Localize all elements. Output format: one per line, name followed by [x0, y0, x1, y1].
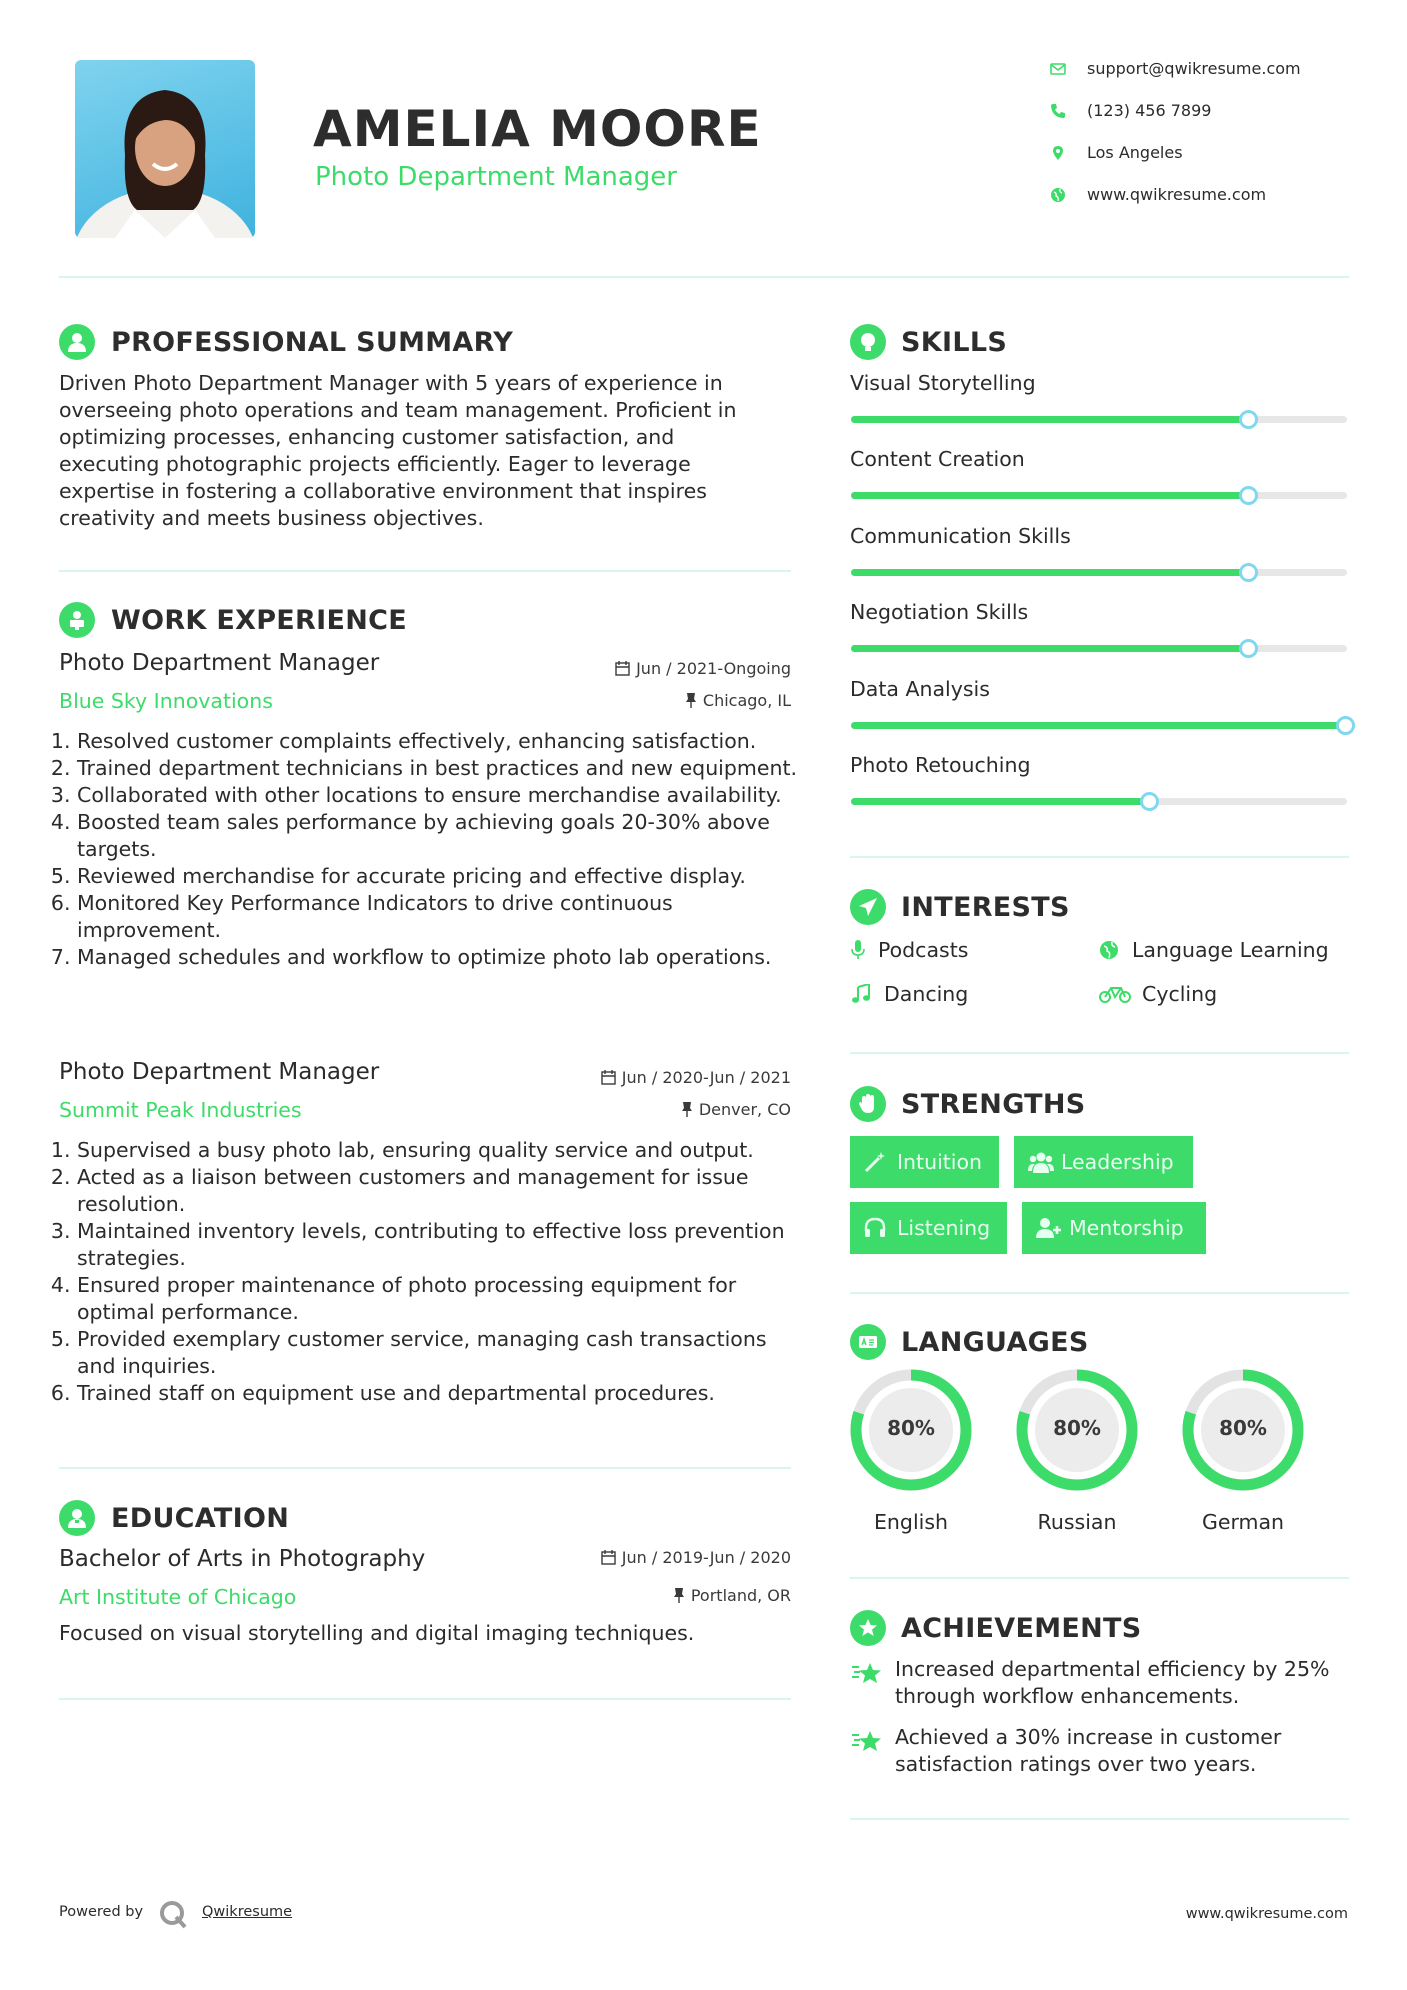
list-item: 6. Trained staff on equipment use and departmental procedures. — [77, 1380, 799, 1407]
award-icon — [850, 1610, 886, 1646]
language-name: English — [873, 1510, 949, 1534]
interest-label: Language Learning — [1132, 938, 1329, 962]
calendar-icon — [601, 1070, 616, 1085]
skill-bar — [851, 645, 1347, 652]
achievement-item — [895, 1656, 1355, 1710]
degree: Bachelor of Arts in Photography — [59, 1546, 426, 1572]
list-item: 7. Managed schedules and workflow to optimize photo lab operations. — [77, 944, 799, 971]
skill-bar — [851, 416, 1347, 423]
language-percent: 80% — [1219, 1416, 1267, 1440]
skill-level-knob — [1140, 792, 1159, 811]
education-title: EDUCATION — [111, 1503, 290, 1534]
achievement-line: satisfaction ratings over two years. — [895, 1752, 1257, 1776]
strength-label: Intuition — [897, 1150, 983, 1174]
list-item: 2. Trained department technicians in best practices and new equipment. — [77, 755, 799, 782]
list-item: 1. Supervised a busy photo lab, ensuring quality service and output. — [77, 1137, 799, 1164]
skill-bar-fill — [851, 722, 1347, 729]
list-item: 4. Boosted team sales performance by achieving goals 20-30% above targets. — [77, 809, 799, 863]
list-item: 1. Resolved customer complaints effectively, enhancing satisfaction. — [77, 728, 799, 755]
list-item: 6. Monitored Key Performance Indicators to drive continuous improvement. — [77, 890, 799, 944]
achievement-line: Achieved a 30% increase in customer — [895, 1725, 1282, 1749]
list-item: 3. Maintained inventory levels, contributing to effective loss prevention strategies. — [77, 1218, 799, 1272]
strength-label: Listening — [897, 1216, 991, 1240]
email-icon — [1050, 61, 1066, 77]
skill-bar-fill — [851, 798, 1149, 805]
strength-chip — [1014, 1136, 1193, 1188]
skill-name: Photo Retouching — [850, 753, 1031, 777]
languages-title: LANGUAGES — [901, 1327, 1089, 1358]
job-title: Photo Department Manager — [59, 650, 380, 676]
skill-bar — [851, 492, 1347, 499]
summary-divider — [59, 570, 791, 572]
paper-plane-icon — [850, 889, 886, 925]
job-company: Summit Peak Industries — [59, 1098, 302, 1122]
job-date — [615, 659, 791, 678]
footer-website[interactable]: www.qwikresume.com — [1185, 1906, 1348, 1922]
language-percent: 80% — [887, 1416, 935, 1440]
summary-line: optimizing processes, enhancing customer satisfaction, and — [59, 425, 675, 449]
graduation-icon — [59, 1500, 95, 1536]
users-icon — [1028, 1151, 1054, 1173]
education-date-text: Jun / 2019-Jun / 2020 — [621, 1548, 791, 1567]
skill-bar — [851, 569, 1347, 576]
phone-icon — [1050, 103, 1066, 119]
job-location-text: Denver, CO — [698, 1100, 791, 1119]
header-divider — [59, 276, 1349, 278]
globe-icon — [1050, 187, 1066, 203]
education-description: Focused on visual storytelling and digital imaging techniques. — [59, 1621, 695, 1645]
skills-title: SKILLS — [901, 327, 1008, 358]
star-badge-icon — [852, 1729, 884, 1755]
languages-divider — [850, 1577, 1349, 1579]
interest-label: Podcasts — [878, 938, 969, 962]
summary-line: Driven Photo Department Manager with 5 years of experience in — [59, 371, 723, 395]
job-location-text: Chicago, IL — [702, 691, 791, 710]
skills-divider — [850, 856, 1349, 858]
microphone-icon — [851, 940, 865, 960]
summary-line: creativity and meets business objectives. — [59, 506, 484, 530]
education-date — [601, 1548, 791, 1567]
qwikresume-logo-icon — [158, 1899, 188, 1929]
user-circle-icon — [59, 324, 95, 360]
briefcase-icon — [59, 602, 95, 638]
job-date-text: Jun / 2021-Ongoing — [636, 659, 791, 678]
skill-bar-fill — [851, 492, 1248, 499]
work-title: WORK EXPERIENCE — [111, 605, 407, 636]
language-name: German — [1201, 1510, 1285, 1534]
job-date — [601, 1068, 791, 1087]
pushpin-icon — [685, 693, 697, 708]
calendar-icon — [615, 661, 630, 676]
strength-label: Mentorship — [1069, 1216, 1184, 1240]
powered-by-label: Powered by — [59, 1904, 144, 1920]
map-pin-icon — [1050, 145, 1066, 161]
location-text: Los Angeles — [1087, 143, 1183, 162]
bicycle-icon — [1099, 984, 1131, 1004]
candidate-role: Photo Department Manager — [315, 162, 677, 192]
pushpin-icon — [673, 1588, 685, 1603]
interest-label: Dancing — [884, 982, 969, 1006]
website-text: www.qwikresume.com — [1087, 185, 1267, 204]
language-percent: 80% — [1053, 1416, 1101, 1440]
work-divider — [59, 1467, 791, 1469]
achievements-divider — [850, 1818, 1349, 1820]
job-location — [685, 691, 791, 710]
achievement-line: through workflow enhancements. — [895, 1684, 1240, 1708]
list-item: 3. Collaborated with other locations to ensure merchandise availability. — [77, 782, 799, 809]
strengths-divider — [850, 1292, 1349, 1294]
language-card-icon — [850, 1324, 886, 1360]
lightbulb-icon — [850, 324, 886, 360]
user-plus-icon — [1036, 1217, 1062, 1239]
education-location-text: Portland, OR — [690, 1586, 791, 1605]
headphones-icon — [864, 1217, 886, 1239]
skill-bar — [851, 722, 1347, 729]
job-date-text: Jun / 2020-Jun / 2021 — [621, 1068, 791, 1087]
strength-chip — [850, 1136, 999, 1188]
email-text: support@qwikresume.com — [1087, 59, 1301, 78]
summary-line: executing photographic projects efficiently. Eager to leverage — [59, 452, 691, 476]
skill-level-knob — [1239, 486, 1258, 505]
skill-name: Negotiation Skills — [850, 600, 1029, 625]
job-location — [681, 1100, 791, 1119]
summary-title: PROFESSIONAL SUMMARY — [111, 327, 514, 358]
pushpin-icon — [681, 1102, 693, 1117]
language-name: Russian — [1037, 1510, 1117, 1534]
job-responsibilities — [59, 728, 799, 971]
job-title: Photo Department Manager — [59, 1059, 380, 1085]
phone-text: (123) 456 7899 — [1087, 101, 1212, 120]
profile-photo — [75, 60, 255, 238]
hand-icon — [850, 1086, 886, 1122]
list-item: 5. Provided exemplary customer service, managing cash transactions and inquiries. — [77, 1326, 799, 1380]
skill-bar — [851, 798, 1347, 805]
skill-level-knob — [1239, 639, 1258, 658]
strengths-title: STRENGTHS — [901, 1089, 1086, 1120]
interest-label: Cycling — [1142, 982, 1218, 1006]
education-location — [673, 1586, 791, 1605]
skill-level-knob — [1239, 410, 1258, 429]
interests-divider — [850, 1052, 1349, 1054]
education-divider — [59, 1698, 791, 1700]
achievement-item — [895, 1724, 1355, 1778]
achievements-title: ACHIEVEMENTS — [901, 1613, 1142, 1644]
candidate-name: AMELIA MOORE — [313, 100, 762, 158]
job-responsibilities — [59, 1137, 799, 1407]
summary-line: expertise in fostering a collaborative environment that inspires — [59, 479, 707, 503]
skill-bar-fill — [851, 645, 1248, 652]
skill-level-knob — [1239, 563, 1258, 582]
strength-chip — [1022, 1202, 1206, 1254]
achievement-line: Increased departmental efficiency by 25% — [895, 1657, 1330, 1681]
list-item: 2. Acted as a liaison between customers and management for issue resolution. — [77, 1164, 799, 1218]
summary-line: overseeing photo operations and team management. Proficient in — [59, 398, 737, 422]
skill-name: Data Analysis — [850, 676, 990, 701]
skill-level-knob — [1336, 716, 1355, 735]
skill-name: Visual Storytelling — [850, 371, 1036, 395]
globe-icon — [1099, 940, 1119, 960]
qwikresume-link[interactable]: Qwikresume — [202, 1904, 293, 1920]
job-company: Blue Sky Innovations — [59, 689, 273, 713]
school: Art Institute of Chicago — [59, 1585, 297, 1609]
magic-wand-icon — [864, 1151, 886, 1173]
strength-chip — [850, 1202, 1007, 1254]
skill-name: Content Creation — [850, 447, 1025, 472]
skill-bar-fill — [851, 416, 1248, 423]
list-item: 4. Ensured proper maintenance of photo processing equipment for optimal performance. — [77, 1272, 799, 1326]
strength-label: Leadership — [1061, 1150, 1174, 1174]
calendar-icon — [601, 1550, 616, 1565]
list-item: 5. Reviewed merchandise for accurate pricing and effective display. — [77, 863, 799, 890]
summary-text — [59, 370, 737, 532]
interests-title: INTERESTS — [901, 892, 1070, 923]
star-badge-icon — [852, 1661, 884, 1687]
skill-bar-fill — [851, 569, 1248, 576]
skill-name: Communication Skills — [850, 523, 1071, 548]
music-note-icon — [851, 984, 871, 1004]
